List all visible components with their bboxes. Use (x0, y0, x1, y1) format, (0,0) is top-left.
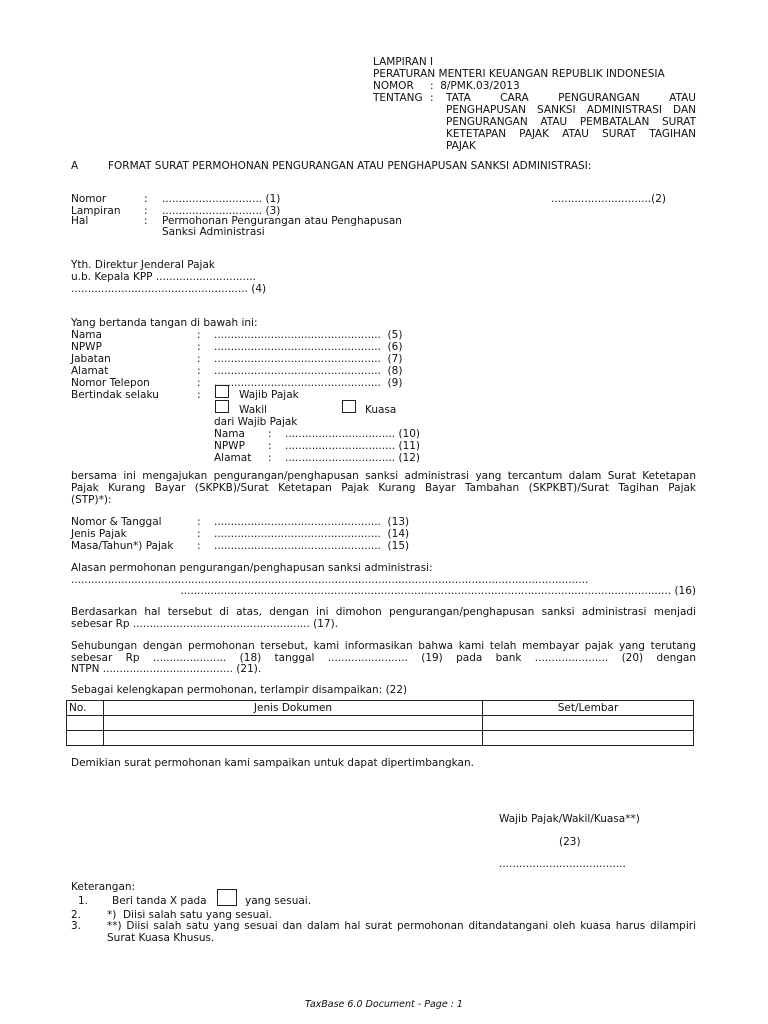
nomor-field-value: .............................. (1) (162, 193, 281, 205)
nomor-label: NOMOR (373, 80, 414, 92)
sehubungan-line-3: NTPN ....................................... (21). (71, 663, 262, 675)
colon: : (268, 428, 272, 440)
sub-row-label: Alamat (214, 452, 252, 464)
tentang-line-5: PAJAK (446, 140, 476, 152)
table-cell[interactable] (483, 716, 694, 731)
berdasarkan-line-2: sebesar Rp ..................................................... (17). (71, 618, 339, 630)
tentang-label: TENTANG (373, 92, 423, 104)
alasan-line-1: ........................................................................................................................................................... (71, 574, 589, 586)
colon: : (144, 205, 148, 217)
tentang-line-3: PENGURANGAN ATAU PEMBATALAN SURAT (446, 116, 696, 128)
skp-row-value: .................................................. (15) (214, 540, 410, 552)
documents-table (66, 700, 694, 746)
closing-statement: Demikian surat permohonan kami sampaikan untuk dapat dipertimbangkan. (71, 757, 474, 769)
colon: : (268, 452, 272, 464)
example-checkbox (217, 889, 237, 906)
header-no: No. (67, 701, 104, 716)
note-1-text: Beri tanda X pada (112, 895, 207, 907)
dari-wajib-pajak: dari Wajib Pajak (214, 416, 298, 428)
signature-number: (23) (559, 836, 581, 848)
addressee-line-1: Yth. Direktur Jenderal Pajak (71, 259, 215, 271)
sehubungan-line-1: Sehubungan dengan permohonan tersebut, kami informasikan bahwa kami telah membayar pajak yang terutang (71, 640, 696, 652)
colon: : (197, 528, 201, 540)
colon: : (197, 353, 201, 365)
table-cell[interactable] (483, 731, 694, 746)
checkbox-wajib-pajak[interactable] (215, 385, 229, 398)
alasan-line-2: ................................................................................................................................................... (16) (180, 585, 696, 597)
colon: : (197, 341, 201, 353)
section-title: FORMAT SURAT PERMOHONAN PENGURANGAN ATAU PENGHAPUSAN SANKSI ADMINISTRASI: (108, 160, 592, 172)
kelengkapan-title: Sebagai kelengkapan permohonan, terlampir disampaikan: (22) (71, 684, 408, 696)
addressee-line-3: ..................................................... (4) (71, 283, 267, 295)
berdasarkan-line-1: Berdasarkan hal tersebut di atas, dengan ini dimohon pengurangan/penghapusan sanksi administrasi menjadi (71, 606, 696, 618)
nomor-field-label: Nomor (71, 193, 107, 205)
signer-row-label: Nama (71, 329, 102, 341)
sub-row-value: ................................. (12) (285, 452, 421, 464)
option-wakil: Wakil (239, 404, 268, 416)
sub-row-value: ................................. (11) (285, 440, 421, 452)
hal-field-value-1: Permohonan Pengurangan atau Penghapusan (162, 215, 402, 227)
table-row (67, 716, 694, 731)
signer-intro: Yang bertanda tangan di bawah ini: (71, 317, 258, 329)
note-number: 1. (78, 895, 89, 907)
lampiran-label: LAMPIRAN I (373, 56, 434, 68)
signer-row-value: .................................................. (5) (214, 329, 403, 341)
lampiran-field-label: Lampiran (71, 205, 121, 217)
signer-row-value: .................................................. (9) (214, 377, 403, 389)
option-wajib-pajak: Wajib Pajak (239, 389, 299, 401)
signer-row-label: Jabatan (71, 353, 111, 365)
note-3-text-2: Surat Kuasa Khusus. (107, 932, 215, 944)
checkbox-wakil[interactable] (215, 400, 229, 413)
colon: : (197, 377, 201, 389)
skp-row-label: Masa/Tahun*) Pajak (71, 540, 174, 552)
tentang-line-2: PENGHAPUSAN SANKSI ADMINISTRASI DAN (446, 104, 696, 116)
table-cell[interactable] (104, 716, 483, 731)
sub-row-label: Nama (214, 428, 245, 440)
note-number: 3. (71, 920, 82, 932)
header-jenis-dokumen: Jenis Dokumen (104, 701, 483, 716)
nomor-value: : 8/PMK.03/2013 (430, 80, 520, 92)
lampiran-field-value: .............................. (3) (162, 205, 281, 217)
body-paragraph-line-2: Pajak Kurang Bayar (SKPKB)/Surat Ketetapan Pajak Kurang Bayar Tambahan (SKPKBT)/Surat Tagihan Pajak (71, 482, 696, 494)
tentang-colon: : (430, 92, 434, 104)
colon: : (197, 365, 201, 377)
hal-field-label: Hal (71, 215, 89, 227)
addressee-line-2: u.b. Kepala KPP .............................. (71, 271, 256, 283)
option-kuasa: Kuasa (365, 404, 397, 416)
body-paragraph-line-3: (STP)*): (71, 494, 112, 506)
skp-row-label: Nomor & Tanggal (71, 516, 162, 528)
table-cell[interactable] (67, 716, 104, 731)
colon: : (197, 516, 201, 528)
regulation-title: PERATURAN MENTERI KEUANGAN REPUBLIK INDONESIA (373, 68, 665, 80)
tentang-line-1: TATA CARA PENGURANGAN ATAU (446, 92, 696, 104)
page-footer: TaxBase 6.0 Document - Page : 1 (305, 999, 463, 1010)
colon: : (144, 193, 148, 205)
signer-row-label: Alamat (71, 365, 109, 377)
note-number: 2. (71, 909, 82, 921)
table-row (67, 731, 694, 746)
signer-row-value: .................................................. (7) (214, 353, 403, 365)
tentang-line-4: KETETAPAN PAJAK ATAU SURAT TAGIHAN (446, 128, 696, 140)
table-cell[interactable] (67, 731, 104, 746)
signature-role: Wajib Pajak/Wakil/Kuasa**) (499, 813, 640, 825)
note-3-text-1: **) Diisi salah satu yang sesuai dan dalam hal surat permohonan ditandatangani oleh kuasa harus dilampiri (107, 920, 696, 932)
signer-row-label: Nomor Telepon (71, 377, 150, 389)
sub-row-label: NPWP (214, 440, 245, 452)
note-2-text: *) Diisi salah satu yang sesuai. (107, 909, 272, 921)
colon: : (268, 440, 272, 452)
signer-row-value: .................................................. (8) (214, 365, 403, 377)
header-set-lembar: Set/Lembar (483, 701, 694, 716)
signer-row-label: NPWP (71, 341, 102, 353)
sehubungan-line-2: sebesar Rp ...................... (18) tanggal ........................ (19) pada bank ...................... (20) dengan (71, 652, 696, 664)
table-header-row (67, 701, 694, 716)
signer-row-value: .................................................. (6) (214, 341, 403, 353)
date-field: ..............................(2) (551, 193, 667, 205)
colon: : (197, 389, 201, 401)
skp-row-value: .................................................. (13) (214, 516, 410, 528)
sub-row-value: ................................. (10) (285, 428, 421, 440)
hal-field-value-2: Sanksi Administrasi (162, 226, 265, 238)
checkbox-kuasa[interactable] (342, 400, 356, 413)
skp-row-label: Jenis Pajak (71, 528, 127, 540)
colon: : (197, 329, 201, 341)
skp-row-value: .................................................. (14) (214, 528, 410, 540)
section-letter: A (71, 160, 79, 172)
keterangan-title: Keterangan: (71, 881, 136, 893)
body-paragraph-line-1: bersama ini mengajukan pengurangan/penghapusan sanksi administrasi yang tercantum dalam Surat Ketetapan (71, 470, 696, 482)
colon: : (197, 540, 201, 552)
table-cell[interactable] (104, 731, 483, 746)
colon: : (144, 215, 148, 227)
bertindak-label: Bertindak selaku (71, 389, 159, 401)
alasan-title: Alasan permohonan pengurangan/penghapusan sanksi administrasi: (71, 562, 433, 574)
signature-line: ...................................... (499, 858, 626, 870)
note-1-text-end: yang sesuai. (245, 895, 312, 907)
